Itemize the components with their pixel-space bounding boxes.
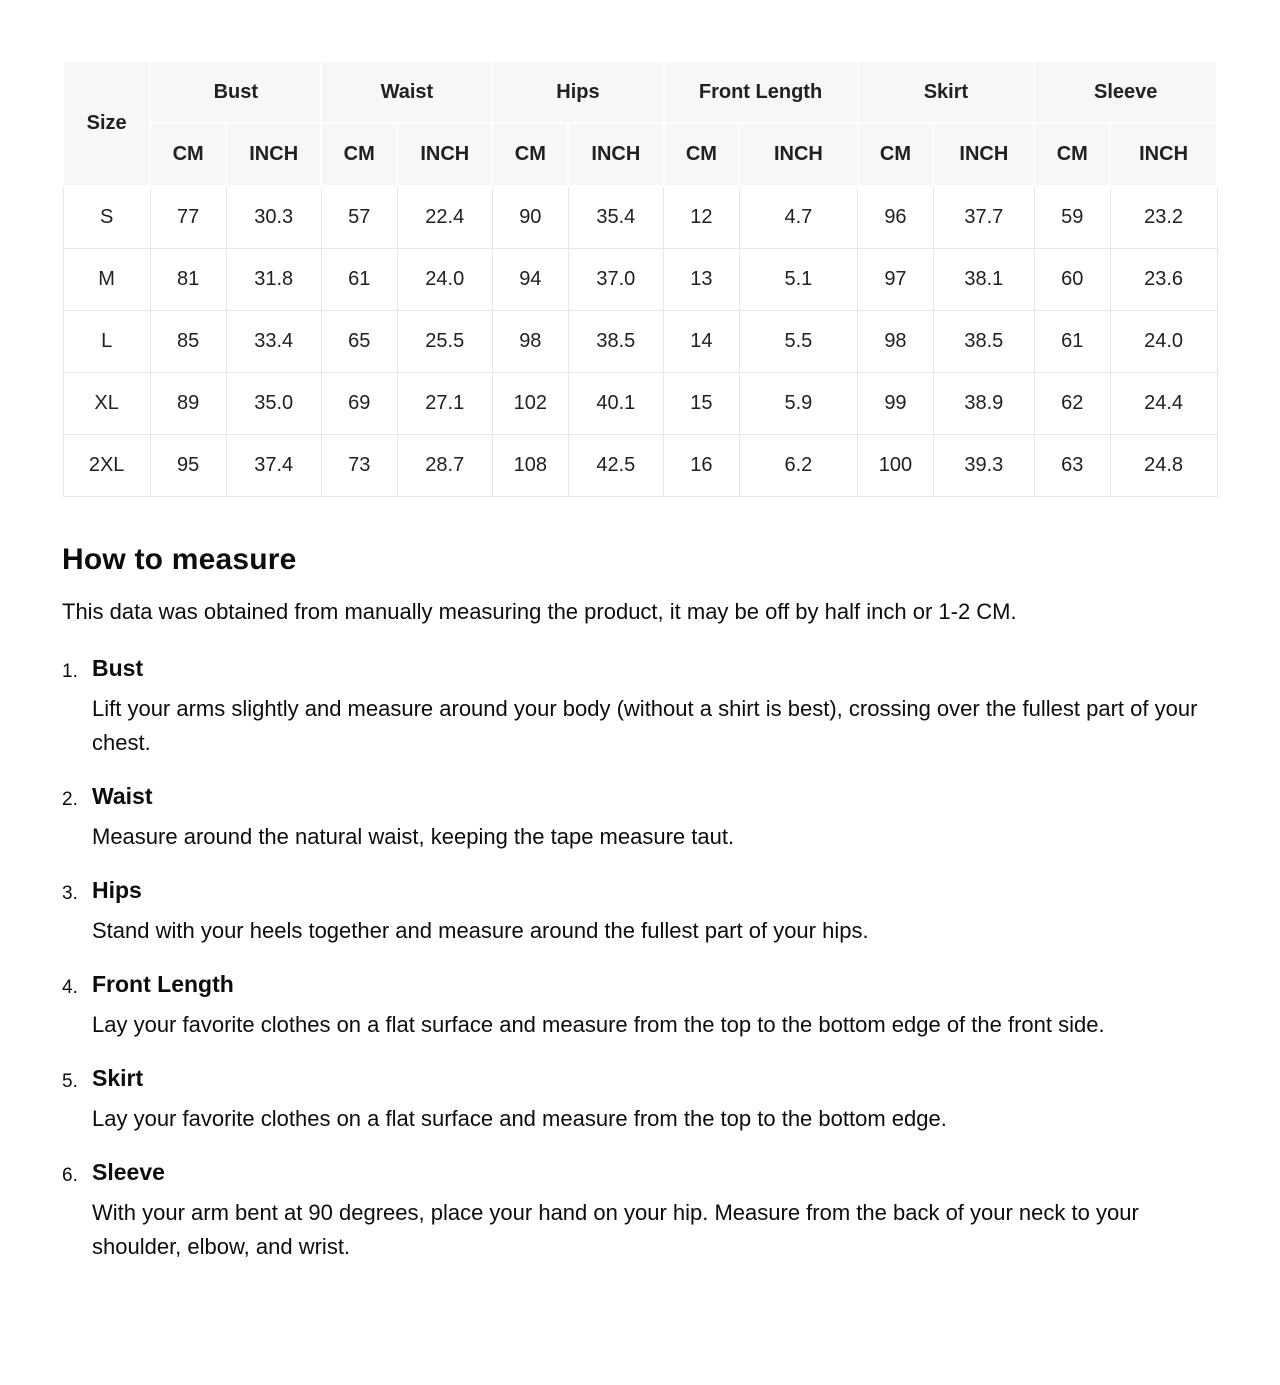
measurement-cell: 95 [150, 434, 226, 496]
measure-step-term: Waist [92, 782, 153, 809]
measurement-cell: 97 [858, 248, 934, 310]
measurement-group-header: Sleeve [1034, 61, 1217, 123]
measurement-cell: 27.1 [397, 372, 492, 434]
measurement-group-header: Hips [492, 61, 663, 123]
measurement-cell: 24.0 [1110, 310, 1217, 372]
measurement-group-header: Bust [150, 61, 321, 123]
size-chart-unit-row [63, 123, 1217, 186]
size-row [63, 434, 1217, 496]
measurement-cell: 24.4 [1110, 372, 1217, 434]
unit-header: INCH [739, 123, 857, 186]
measure-step [92, 1064, 1218, 1136]
size-cell: 2XL [63, 434, 150, 496]
measurement-cell: 89 [150, 372, 226, 434]
measurement-cell: 22.4 [397, 186, 492, 248]
size-chart-body [63, 186, 1217, 496]
measure-step-description: Stand with your heels together and measure around the fullest part of your hips. [92, 917, 869, 943]
measurement-cell: 81 [150, 248, 226, 310]
size-chart-table [62, 60, 1218, 497]
measure-step-description: Lay your favorite clothes on a flat surface and measure from the top to the bottom edge of the front side. [92, 1011, 1105, 1037]
measurement-cell: 23.2 [1110, 186, 1217, 248]
measure-step-term: Hips [92, 876, 142, 903]
measure-step [92, 970, 1218, 1042]
measurement-cell: 94 [492, 248, 568, 310]
unit-header: CM [150, 123, 226, 186]
measurement-cell: 57 [321, 186, 397, 248]
measurement-cell: 15 [664, 372, 740, 434]
measure-step-term: Sleeve [92, 1158, 165, 1185]
unit-header: CM [492, 123, 568, 186]
how-to-measure-intro: This data was obtained from manually measuring the product, it may be off by half inch or 1-2 CM. [62, 598, 1017, 624]
measurement-cell: 63 [1034, 434, 1110, 496]
size-cell: L [63, 310, 150, 372]
measure-step-description: With your arm bent at 90 degrees, place your hand on your hip. Measure from the back of your neck to your shoulder, elbow, and wrist. [92, 1199, 1139, 1259]
size-chart-group-row [63, 61, 1217, 123]
size-row [63, 186, 1217, 248]
measurement-group-header: Waist [321, 61, 492, 123]
measurement-cell: 77 [150, 186, 226, 248]
measurement-cell: 60 [1034, 248, 1110, 310]
measurement-cell: 25.5 [397, 310, 492, 372]
measurement-cell: 61 [321, 248, 397, 310]
measurement-cell: 38.9 [933, 372, 1034, 434]
measurement-cell: 37.7 [933, 186, 1034, 248]
measurement-cell: 14 [664, 310, 740, 372]
size-chart-header [63, 61, 1217, 186]
measurement-cell: 100 [858, 434, 934, 496]
measure-step [92, 654, 1218, 760]
measurement-group-header: Skirt [858, 61, 1035, 123]
measurement-cell: 39.3 [933, 434, 1034, 496]
measurement-cell: 5.9 [739, 372, 857, 434]
measurement-cell: 40.1 [568, 372, 663, 434]
measurement-cell: 38.1 [933, 248, 1034, 310]
measurement-cell: 42.5 [568, 434, 663, 496]
measurement-cell: 31.8 [226, 248, 321, 310]
measurement-cell: 24.0 [397, 248, 492, 310]
measurement-cell: 13 [664, 248, 740, 310]
measurement-cell: 98 [492, 310, 568, 372]
unit-header: INCH [568, 123, 663, 186]
measurement-cell: 90 [492, 186, 568, 248]
unit-header: CM [858, 123, 934, 186]
how-to-measure-title: How to measure [62, 542, 297, 576]
measurement-group-header: Front Length [664, 61, 858, 123]
measurement-cell: 16 [664, 434, 740, 496]
measurement-cell: 5.5 [739, 310, 857, 372]
size-row [63, 248, 1217, 310]
measure-step [92, 1158, 1218, 1264]
measurement-cell: 102 [492, 372, 568, 434]
measurement-cell: 38.5 [933, 310, 1034, 372]
measurement-cell: 4.7 [739, 186, 857, 248]
measure-step [92, 876, 1218, 948]
measurement-cell: 108 [492, 434, 568, 496]
measure-step-term: Skirt [92, 1064, 144, 1091]
measurement-cell: 24.8 [1110, 434, 1217, 496]
size-row [63, 310, 1217, 372]
measurement-cell: 99 [858, 372, 934, 434]
unit-header: CM [664, 123, 740, 186]
measurement-cell: 65 [321, 310, 397, 372]
unit-header: INCH [933, 123, 1034, 186]
unit-header: INCH [226, 123, 321, 186]
measure-step-term: Front Length [92, 970, 234, 997]
unit-header: INCH [1110, 123, 1217, 186]
measurement-cell: 62 [1034, 372, 1110, 434]
measurement-cell: 35.0 [226, 372, 321, 434]
measurement-cell: 5.1 [739, 248, 857, 310]
size-cell: M [63, 248, 150, 310]
measure-step-term: Bust [92, 654, 144, 681]
measurement-cell: 30.3 [226, 186, 321, 248]
size-cell: XL [63, 372, 150, 434]
measurement-cell: 35.4 [568, 186, 663, 248]
size-cell: S [63, 186, 150, 248]
size-row [63, 372, 1217, 434]
measure-step [92, 782, 1218, 854]
measure-step-description: Measure around the natural waist, keeping the tape measure taut. [92, 823, 735, 849]
size-corner-header: Size [63, 61, 150, 186]
measurement-cell: 73 [321, 434, 397, 496]
measurement-cell: 37.0 [568, 248, 663, 310]
measurement-cell: 23.6 [1110, 248, 1217, 310]
unit-header: CM [1034, 123, 1110, 186]
how-to-measure-steps [62, 654, 1218, 1264]
measurement-cell: 98 [858, 310, 934, 372]
measurement-cell: 96 [858, 186, 934, 248]
measurement-cell: 69 [321, 372, 397, 434]
measurement-cell: 59 [1034, 186, 1110, 248]
unit-header: CM [321, 123, 397, 186]
measurement-cell: 12 [664, 186, 740, 248]
measurement-cell: 38.5 [568, 310, 663, 372]
measurement-cell: 28.7 [397, 434, 492, 496]
measurement-cell: 33.4 [226, 310, 321, 372]
measure-step-description: Lift your arms slightly and measure around your body (without a shirt is best), crossing over the fullest part of your chest. [92, 695, 1198, 755]
measurement-cell: 6.2 [739, 434, 857, 496]
measure-step-description: Lay your favorite clothes on a flat surface and measure from the top to the bottom edge. [92, 1105, 947, 1131]
measurement-cell: 85 [150, 310, 226, 372]
measurement-cell: 61 [1034, 310, 1110, 372]
measurement-cell: 37.4 [226, 434, 321, 496]
unit-header: INCH [397, 123, 492, 186]
